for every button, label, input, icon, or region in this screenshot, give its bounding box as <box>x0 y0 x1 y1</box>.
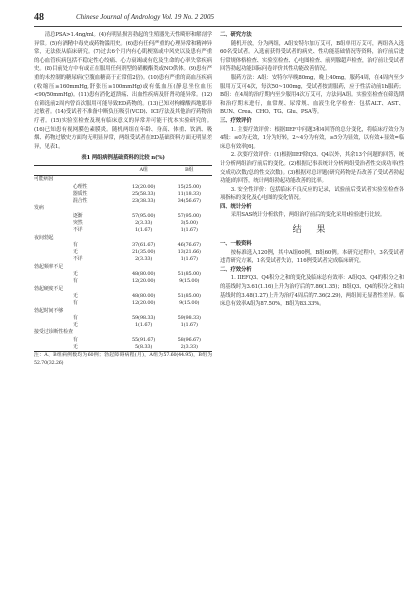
section-heading-methods: 二、研究方法 <box>220 32 252 38</box>
table-row <box>34 227 212 234</box>
table-cell <box>73 286 121 293</box>
table-cell: 57(95.00) <box>177 212 201 219</box>
table-header-cell: B组 <box>166 165 212 175</box>
table-cell: 心理性 <box>72 183 88 190</box>
table-cell: 15(25.00) <box>177 183 201 190</box>
table-cell: 可能病因 <box>34 176 54 183</box>
table-cell: 逐渐 <box>72 212 83 219</box>
section-heading-efficacy: 三、疗效评价 <box>220 117 252 124</box>
table-cell <box>34 300 73 307</box>
table-caption: 表1 两组病例基础资料的比较 n(%) <box>81 155 165 162</box>
table-row <box>34 329 212 336</box>
page-number: 48 <box>34 12 44 23</box>
table-cell <box>34 191 73 198</box>
table-cell: 1(1.67) <box>180 256 198 263</box>
section-heading-efficacy-analysis: 二、疗效分析 <box>220 266 252 273</box>
table-cell <box>73 176 121 184</box>
table-cell: 勃起硬度不足 <box>34 285 64 292</box>
table-cell <box>121 176 167 184</box>
table-cell <box>73 205 121 212</box>
table-cell <box>121 235 167 242</box>
table-row <box>34 198 212 205</box>
table-cell <box>34 227 73 234</box>
table-note: 注：A、B组病例数均为60例；勃起障碍病程(月)，A组为57.60(44.95)，B组为52.70(32.26) <box>34 353 212 366</box>
left-column <box>34 31 212 367</box>
section-heading-statistics: 四、统计分析 <box>220 203 252 210</box>
table-cell: 48(80.00) <box>131 292 156 299</box>
table-cell: 46(76.67) <box>177 241 201 248</box>
table-cell <box>121 286 167 293</box>
table-cell: 9(15.00) <box>179 300 200 307</box>
table-cell: 无 <box>72 271 78 278</box>
table-cell: 1(1.67) <box>180 227 198 234</box>
table-cell: 有 <box>72 300 78 307</box>
table-cell: 有 <box>72 314 78 321</box>
table-cell <box>34 256 73 263</box>
table-cell <box>166 286 212 293</box>
table-cell <box>166 205 212 212</box>
table-header-cell <box>73 165 121 175</box>
table-cell <box>121 205 167 212</box>
table-cell: 51(85.00) <box>177 271 201 278</box>
table-cell <box>34 249 73 256</box>
table-row <box>34 235 212 242</box>
table-header-cell: A组 <box>121 165 167 175</box>
table-row <box>34 191 212 198</box>
table-cell: 有 <box>72 278 78 285</box>
table-cell: 48(80.00) <box>131 271 156 278</box>
table-cell: 无 <box>73 344 121 352</box>
table-cell <box>34 213 73 220</box>
table-header-cell <box>34 165 73 175</box>
table-cell <box>73 264 121 271</box>
statistics-paragraph: 采用SAS统计分析软件，两组治疗前后的变化采用t检验进行比较。 <box>230 212 386 219</box>
table-cell: 21(35.00) <box>131 249 156 256</box>
table-cell <box>166 264 212 271</box>
design-paragraph: 随机开放，分为两组，A组安特尔加万艾可，B组单用万艾可，两组各入选60名受试者。入选前获得受试者的病史、性功能基础情况等资料，治疗前后进行常规体格检查、实验室检查、心电图检查、前列腺超声检查，治疗前让受试者回答勃起功能国际问卷评价其性功能改善情况。 <box>220 40 404 73</box>
table-cell <box>121 308 167 315</box>
table-row <box>34 308 212 315</box>
table-cell: 25(58.33) <box>131 190 156 197</box>
table-row <box>34 264 212 271</box>
baseline-table <box>34 165 212 352</box>
table-cell: 不详 <box>72 256 83 263</box>
table-cell: 有 <box>72 336 78 343</box>
table-cell: 1(1.67) <box>135 322 153 329</box>
table-cell <box>73 329 121 336</box>
table-row <box>34 300 212 307</box>
table-cell: 夜间勃起 <box>34 234 54 241</box>
table-cell: 59(98.33) <box>131 314 156 321</box>
table-cell <box>34 184 73 191</box>
table-cell: 57(95.00) <box>131 212 156 219</box>
table-cell: 12(20.00) <box>131 183 156 190</box>
dosage-paragraph: 服药方法：A组：安特尔早晚80mg，晚上40mg，服药4周，在4周内至少服用万艾可4次，每次50~100mg，受试者按需服药，应于性活动前1h服药；B组：在4周的治疗期内至少服用4次万艾可，方法同A组。实验室检查在筛选期和治疗期末进行，血常规、尿常规、血液生化学检查：包括ALT、AST、BUN、Crea、CHO、TG、Glu、PSA等。 <box>220 74 404 116</box>
table-cell: 无 <box>72 292 78 299</box>
table-row <box>34 184 212 191</box>
table-row <box>34 337 212 344</box>
table-cell: 发病 <box>34 205 44 212</box>
table-cell: 器质性 <box>72 190 88 197</box>
table-cell: 2(3.33) <box>135 256 153 263</box>
table-cell: 勃起时间不够 <box>34 307 64 314</box>
table-cell: 9(15.00) <box>179 278 200 285</box>
table-cell: 1(1.67) <box>180 322 198 329</box>
table-cell <box>34 293 73 300</box>
primary-efficacy-paragraph: 1. 主要疗效评价：根据IIEF中问题3和4回答的总分变化，将临床疗效分为4级：≤0为无效，1分为好转，2~4分为有效，≥5分为显效，以有效+显效=临床总有效率[6]。 <box>220 126 404 150</box>
table-cell <box>34 344 73 352</box>
table-cell: 11(18.33) <box>177 190 201 197</box>
table-cell: 2(3.33) <box>135 219 153 226</box>
table-row <box>34 176 212 184</box>
table-cell: 1(1.67) <box>135 227 153 234</box>
table-cell <box>166 176 212 184</box>
table-cell: 有 <box>72 241 78 248</box>
table-cell: 3(5.00) <box>180 219 198 226</box>
table-cell <box>73 235 121 242</box>
running-header <box>34 12 402 24</box>
table-cell <box>34 271 73 278</box>
table-cell: 突然 <box>72 219 83 226</box>
table-cell: 55(91.67) <box>131 336 156 343</box>
journal-title: Chinese Journal of Andrology Vol. 19 No. 2 2005 <box>76 13 215 21</box>
table-cell <box>166 308 212 315</box>
table-cell: 34(56.67) <box>177 198 201 205</box>
table-row <box>34 256 212 263</box>
table-cell <box>166 329 212 336</box>
table-cell: 12(20.00) <box>131 278 156 285</box>
table-cell <box>34 315 73 322</box>
table-cell <box>121 264 167 271</box>
table-cell: 23(38.33) <box>131 198 156 205</box>
table-cell <box>73 308 121 315</box>
table-row <box>34 213 212 220</box>
table-cell <box>121 329 167 336</box>
table-cell: 混合性 <box>72 198 88 205</box>
general-data-paragraph: 按标准选入120例，其中A组60例，B组60例。本研究过程中，3名受试者违背研究方案，1名受试者失访，116例受试者完成临床研究。 <box>220 249 404 265</box>
table-cell: 5(8.33) <box>121 344 167 352</box>
table-cell: 51(85.00) <box>177 292 201 299</box>
efficacy-analysis-paragraph: 1. IIEFQ3、Q4积分之和的变化及临床总有效率：A组Q3、Q4的积分之和的基线时为3.61(1.16)上升为治疗后的7.86(1.35)；B组Q3、Q4的积分之和由基线时的3.48(1.27)上升为治疗4周后的7.36(2.29)，两组间无显著性差异。临床总有效率A组为87.50%，B组为83.33%。 <box>220 275 404 308</box>
table-cell: 无 <box>72 249 78 256</box>
table-cell: 无 <box>72 322 78 329</box>
table-cell: 37(61.67) <box>131 241 156 248</box>
table-header-row <box>34 165 212 175</box>
table-cell: 12(20.00) <box>131 300 156 307</box>
table-body <box>34 176 212 352</box>
table-cell: 13(21.66) <box>177 249 201 256</box>
table-cell: 58(96.67) <box>177 336 201 343</box>
results-heading: 结 果 <box>292 225 332 236</box>
safety-paragraph: 3. 安全性评价：包括临床不良反应的记录，试验前后受试者实验室检查各项指标的变化及心电图的变化情况。 <box>220 186 404 202</box>
table-cell <box>166 235 212 242</box>
table-cell: 不详 <box>72 227 83 234</box>
table-cell <box>34 337 73 344</box>
secondary-efficacy-paragraph: 2. 次要疗效评价：(1)根据IIEF除Q3、Q4以外，其余13个问题的回答，统计分析两组治疗前后的变化。(2)根据记事表统计分析两组受治者性交成功率(性交成功次数/总的性交次数)。(3)根据对总评题(研究药物是否改善了受试者勃起功能)的回答，统计两组勃起功能改善的比率。 <box>220 152 404 185</box>
header-rule <box>34 26 402 27</box>
table-cell: 59(98.33) <box>177 314 201 321</box>
table-cell: 接受过诊断性检查 <box>34 329 73 336</box>
table-row <box>34 278 212 285</box>
table-cell <box>34 220 73 227</box>
right-column <box>220 31 404 309</box>
table-cell: 2(3.33) <box>166 344 212 352</box>
table-row <box>34 205 212 212</box>
table-cell: 勃起频率不足 <box>34 263 64 270</box>
table-cell <box>34 242 73 249</box>
section-heading-general-data: 一、一般资料 <box>220 241 252 248</box>
table-row <box>34 286 212 293</box>
exclusion-criteria-text: 清总PSA>1.4ng/ml。(4)有明显损害勃起的生殖器先天性畸形和解剖学异常。(5)有酒精中毒史或药物滥用史。(6)患有任何严重的心理异常和精神异常，无法依从临床研究。(7)过去6个月内有心肌梗塞或中风史以及患有严重的心血管疾病包括不稳定性心绞痛、心力衰竭或有危及生命的心率失常疾病史。(8)目前处方中有或正在服用任何剂型的硝酸酯类或NO供体。(9)患有严重的未控制的糖尿病(空腹血糖高于正常值2倍)。(10)患有严重的高血压疾病(收缩压≥160mmHg,舒张压≥100mmHg)或有低血压(静息坐位血压<90/50mmHg)。(11)患有消化道溃疡、出血性疾病及肝肾功能异常。(12)在筛选前2周内曾首次服用可能导致ED药物的。(13)已知对枸橼酸西地那非过敏者。(14)受试者不准备中断负压吸引(VCD)、ICI疗法及其他治疗药物治疗者。(15)实验室检查及现有临床意义的异常并可能干扰本实验研究的。(16)已知患有视网膜色素膜炎。随机两组在年龄、身高、体重、饮酒、吸烟、药物过敏史方面均无明显异常，两组受试者在ED基础资料方面无明显差异，见表1。 <box>34 32 212 150</box>
table-row <box>34 344 212 352</box>
table-cell <box>34 278 73 285</box>
